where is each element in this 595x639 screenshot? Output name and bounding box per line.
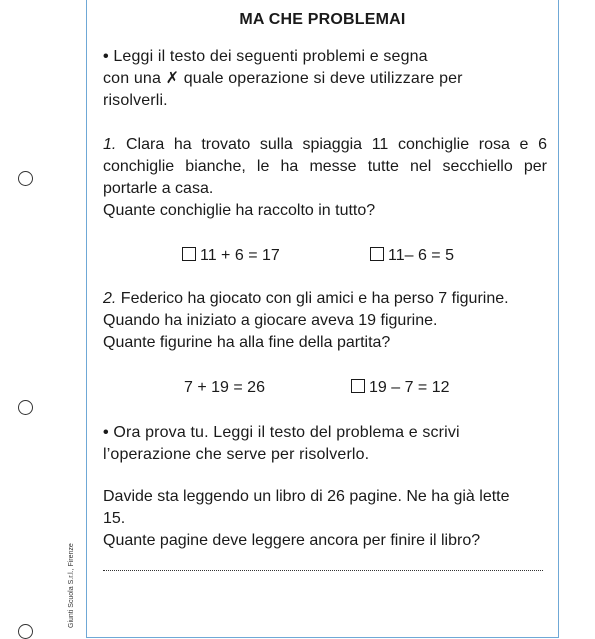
- problem-text: Clara ha trovato sulla spiaggia 11 conchiglie rosa e 6: [126, 136, 547, 153]
- operation-text: 7 + 19 = 26: [184, 379, 265, 396]
- problem-2: [103, 288, 509, 354]
- operation-text: 19 – 7 = 12: [369, 379, 450, 396]
- checkbox[interactable]: [370, 247, 384, 261]
- instruction-line: con una ✗ quale operazione si deve utilizzare per: [103, 70, 463, 87]
- operation-text: 11– 6 = 5: [388, 247, 454, 264]
- problem-line: Quante conchiglie ha raccolto in tutto?: [103, 202, 376, 219]
- instruction-2: [103, 422, 460, 466]
- publisher-credit: Giunti Scuola S.r.l., Firenze: [68, 543, 75, 628]
- problem-line: conchiglie bianche, le ha messe tutte nel secchiello per: [103, 158, 547, 175]
- answer-line[interactable]: [103, 570, 543, 571]
- instruction-text: Ora prova tu. Leggi il testo del problema e scrivi: [113, 424, 460, 441]
- problem-line: [103, 288, 509, 310]
- problem-line: portarle a casa.: [103, 180, 214, 197]
- problem-line: Quante figurine ha alla fine della partita?: [103, 334, 391, 351]
- instruction-line: risolverli.: [103, 92, 168, 109]
- problem-1: [103, 134, 547, 222]
- problem-1-option-a[interactable]: [182, 245, 280, 267]
- punch-hole: [18, 171, 33, 186]
- checkbox[interactable]: [351, 379, 365, 393]
- worksheet-title: MA CHE PROBLEMAI: [239, 11, 406, 28]
- problem-line: Quando ha iniziato a giocare aveva 19 figurine.: [103, 312, 438, 329]
- operation-text: 11 + 6 = 17: [200, 247, 280, 264]
- punch-hole: [18, 400, 33, 415]
- problem-line: Quante pagine deve leggere ancora per finire il libro?: [103, 532, 481, 549]
- problem-2-option-b[interactable]: [351, 377, 450, 399]
- problem-number: 2.: [103, 290, 117, 307]
- instruction-text: Leggi il testo dei seguenti problemi e segna: [113, 48, 428, 65]
- worksheet: [86, 0, 559, 638]
- problem-number: 1.: [103, 136, 117, 153]
- instruction-1: [103, 46, 463, 112]
- punch-hole: [18, 624, 33, 639]
- bullet: •: [103, 48, 109, 65]
- problem-1-option-b[interactable]: [370, 245, 454, 267]
- problem-2-option-a: [184, 377, 265, 399]
- instruction-line: l’operazione che serve per risolverlo.: [103, 446, 370, 463]
- instruction-line: [103, 422, 460, 444]
- problem-line: [103, 134, 547, 156]
- problem-line: 15.: [103, 510, 126, 527]
- problem-text: Federico ha giocato con gli amici e ha perso 7 figurine.: [120, 290, 509, 307]
- problem-line: Davide sta leggendo un libro di 26 pagine. Ne ha già lette: [103, 488, 510, 505]
- problem-3: [103, 486, 510, 552]
- bullet: •: [103, 424, 109, 441]
- instruction-line: [103, 46, 463, 68]
- checkbox[interactable]: [182, 247, 196, 261]
